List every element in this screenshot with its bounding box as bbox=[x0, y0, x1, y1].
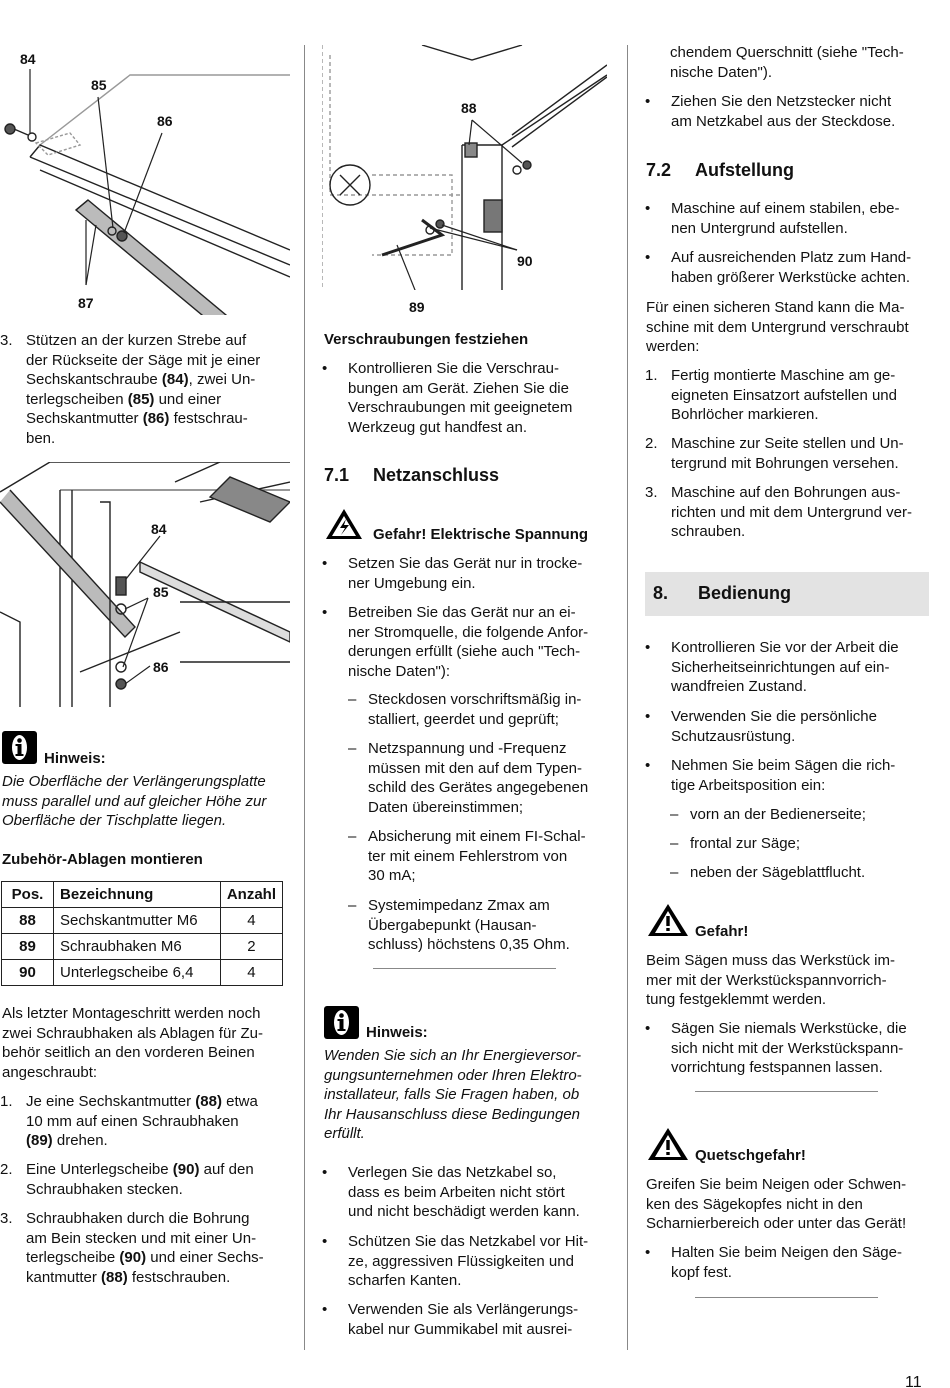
table-cell: Unterlegscheibe 6,4 bbox=[54, 960, 221, 986]
section-number-8: 8. bbox=[653, 583, 669, 603]
column-separator-right bbox=[627, 45, 628, 1350]
intro-paragraph: Als letzter Montageschritt werden noch zwei Schraubhaken als Ablagen für Zu- behör seitlich an den vorderen Beinen angeschraubt: bbox=[2, 1005, 263, 1081]
fig1-label-87: 87 bbox=[78, 295, 94, 311]
section-title-aufstellung: Aufstellung bbox=[695, 160, 794, 180]
header-bezeichnung: Bezeichnung bbox=[54, 882, 221, 908]
table-row bbox=[2, 934, 283, 960]
fig1-label-86: 86 bbox=[157, 113, 173, 129]
accessories-table bbox=[1, 881, 283, 986]
section-number-7-1: 7.1 bbox=[324, 465, 350, 485]
section-number-7-2: 7.2 bbox=[646, 160, 672, 180]
figure-extension-support bbox=[0, 45, 290, 315]
fig3-label-89: 89 bbox=[409, 299, 425, 315]
column-separator-left bbox=[304, 45, 305, 1350]
table-row bbox=[2, 908, 283, 934]
step-text: Stützen an der kurzen Strebe auf der Rückseite der Säge mit je einer Sechskantschraube (84), zwei Un- terlegscheiben (85) und einer Sechskantmutter (86) festschrau- ben. bbox=[26, 332, 261, 447]
header-pos: Pos. bbox=[2, 882, 54, 908]
divider bbox=[373, 968, 556, 969]
table-cell: 88 bbox=[2, 908, 54, 934]
crush-danger-title: Quetschgefahr! bbox=[695, 1147, 806, 1164]
table-row bbox=[2, 960, 283, 986]
table-cell: 2 bbox=[220, 934, 282, 960]
crush-danger-text: Greifen Sie beim Neigen oder Schwen- ken des Sägekopfes nicht in den Scharnierbereich oder unter das Gerät! bbox=[646, 1176, 907, 1233]
fig3-label-90: 90 bbox=[517, 253, 533, 269]
fig1-label-85: 85 bbox=[91, 77, 107, 93]
divider bbox=[695, 1297, 878, 1298]
warning-icon bbox=[646, 902, 690, 938]
step-number: 3. bbox=[0, 332, 13, 349]
fig2-label-85: 85 bbox=[153, 584, 169, 600]
section-title-bedienung: Bedienung bbox=[698, 583, 791, 603]
accessories-heading: Zubehör-Ablagen montieren bbox=[2, 851, 203, 868]
info-icon bbox=[2, 731, 37, 764]
note-title: Hinweis: bbox=[366, 1024, 428, 1041]
fig3-label-88: 88 bbox=[461, 100, 477, 116]
note-text: Wenden Sie sich an Ihr Energieversor- gungsunternehmen oder Ihren Elektro- installateur, falls Sie Fragen haben, ob Ihr Hausanschluss diese Bedingungen erfüllt. bbox=[324, 1047, 582, 1143]
fig2-label-84: 84 bbox=[151, 521, 167, 537]
header-anzahl: Anzahl bbox=[220, 882, 282, 908]
danger-title-electric: Gefahr! Elektrische Spannung bbox=[373, 526, 589, 543]
divider bbox=[695, 1091, 878, 1092]
continuation-text: chendem Querschnitt (siehe "Tech- nische Daten"). bbox=[670, 44, 904, 81]
table-cell: 90 bbox=[2, 960, 54, 986]
warning-icon bbox=[646, 1126, 690, 1162]
table-cell: 4 bbox=[220, 908, 282, 934]
table-cell: Sechskantmutter M6 bbox=[54, 908, 221, 934]
section-title-netzanschluss: Netzanschluss bbox=[373, 465, 500, 485]
note-text: Die Oberfläche der Verlängerungsplatte muss parallel und auf gleicher Höhe zur Oberfläche der Tischplatte liegen. bbox=[2, 773, 267, 830]
note-title: Hinweis: bbox=[44, 750, 106, 767]
figure-saw-frame bbox=[0, 462, 290, 707]
table-cell: 89 bbox=[2, 934, 54, 960]
danger-text: Beim Sägen muss das Werkstück im- mer mit der Werkstückspannvorrich- tung festgeklemmt werden. bbox=[646, 952, 895, 1009]
electric-hazard-icon bbox=[324, 507, 364, 541]
page-number: 11 bbox=[905, 1374, 922, 1388]
figure-hook-mounting bbox=[322, 45, 607, 290]
table-header-row bbox=[2, 882, 283, 908]
setup-paragraph: Für einen sicheren Stand kann die Ma- schine mit dem Untergrund verschraubt werden: bbox=[646, 299, 909, 356]
info-icon bbox=[324, 1006, 359, 1039]
screws-heading: Verschraubungen festziehen bbox=[324, 331, 529, 348]
fig1-label-84: 84 bbox=[20, 51, 36, 67]
table-cell: Schraubhaken M6 bbox=[54, 934, 221, 960]
fig2-label-86: 86 bbox=[153, 659, 169, 675]
table-cell: 4 bbox=[220, 960, 282, 986]
danger-title: Gefahr! bbox=[695, 923, 749, 940]
